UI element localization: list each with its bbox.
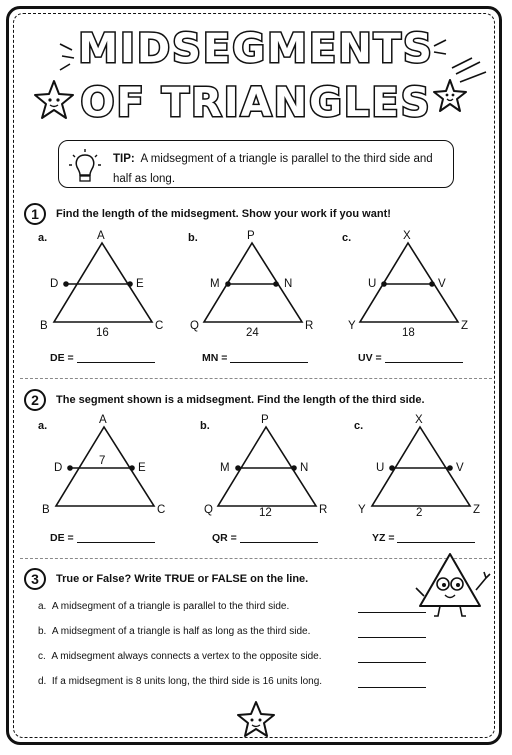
answer-blank[interactable] — [77, 542, 155, 543]
lightbulb-icon — [67, 147, 103, 185]
answer-blank[interactable] — [240, 542, 318, 543]
tf-statement-c: c. A midsegment always connects a vertex to the opposite side. — [38, 651, 322, 662]
midpoint-right-label: E — [136, 278, 144, 290]
shooting-star-icon — [428, 60, 490, 122]
midpoint-right-label: E — [138, 462, 146, 474]
sparkle-icon — [426, 36, 450, 66]
tf-statement-a: a. A midsegment of a triangle is parallel to the third side. — [38, 601, 290, 612]
s2-problem-c-letter: c. — [354, 420, 364, 432]
midpoint-left-label: D — [50, 278, 59, 290]
midpoint-left-label: D — [54, 462, 63, 474]
triangle-mascot-icon — [414, 550, 494, 620]
tf-answer-blank-c[interactable] — [358, 662, 426, 663]
s2-answer-a[interactable] — [50, 532, 155, 544]
vertex-bottom-left-label: Y — [358, 504, 366, 516]
worksheet-title-line1: MIDSEGMENTS — [78, 26, 434, 72]
vertex-bottom-right-label: C — [157, 504, 166, 516]
vertex-bottom-right-label: C — [155, 320, 164, 332]
tf-answer-blank-d[interactable] — [358, 687, 426, 688]
tip-box — [58, 140, 454, 188]
midsegment-length-label: 12 — [259, 507, 272, 519]
midpoint-left-label: U — [376, 462, 385, 474]
section-1-instruction: Find the length of the midsegment. Show your work if you want! — [56, 208, 391, 220]
s1-triangle-a — [38, 228, 168, 340]
tf-answer-blank-b[interactable] — [358, 637, 426, 638]
answer-label: DE = — [50, 532, 74, 544]
answer-label: DE = — [50, 352, 74, 364]
midsegment-length-label: 7 — [99, 455, 106, 467]
section-divider — [20, 378, 492, 379]
midpoint-right-label: N — [300, 462, 309, 474]
s2-triangle-c — [356, 412, 486, 524]
answer-blank[interactable] — [397, 542, 475, 543]
midpoint-left-label: M — [210, 278, 220, 290]
s1-problem-b-letter: b. — [188, 232, 198, 244]
vertex-bottom-right-label: R — [319, 504, 328, 516]
s2-problem-a-letter: a. — [38, 420, 48, 432]
midpoint-left-label: U — [368, 278, 377, 290]
s1-answer-b[interactable] — [202, 352, 308, 364]
s1-problem-a-letter: a. — [38, 232, 48, 244]
vertex-bottom-left-label: Y — [348, 320, 356, 332]
section-3-number: 3 — [24, 568, 46, 590]
answer-label: YZ = — [372, 532, 395, 544]
vertex-top-label: P — [247, 230, 255, 242]
tf-statement-d: d. If a midsegment is 8 units long, the third side is 16 units long. — [38, 676, 323, 687]
midsegment-length-label: 2 — [416, 507, 423, 519]
s2-triangle-b — [202, 412, 332, 524]
answer-blank[interactable] — [230, 362, 308, 363]
s1-answer-c[interactable] — [358, 352, 463, 364]
tip-text — [113, 149, 443, 189]
vertex-top-label: X — [415, 414, 423, 426]
vertex-top-label: X — [403, 230, 411, 242]
base-length-label: 16 — [96, 327, 109, 339]
tf-statement-b: b. A midsegment of a triangle is half as long as the third side. — [38, 626, 311, 637]
worksheet-title-line2: OF TRIANGLES — [80, 80, 432, 126]
vertex-bottom-left-label: Q — [190, 320, 199, 332]
vertex-bottom-left-label: B — [40, 320, 48, 332]
section-1-number: 1 — [24, 203, 46, 225]
midpoint-right-label: V — [438, 278, 446, 290]
section-2-number: 2 — [24, 389, 46, 411]
s1-problem-c-letter: c. — [342, 232, 352, 244]
vertex-top-label: A — [97, 230, 105, 242]
tip-body: A midsegment of a triangle is parallel to the third side and half as long. — [113, 153, 433, 185]
answer-blank[interactable] — [77, 362, 155, 363]
midpoint-right-label: N — [284, 278, 293, 290]
vertex-top-label: A — [99, 414, 107, 426]
s2-triangle-a — [40, 412, 170, 524]
vertex-bottom-left-label: Q — [204, 504, 213, 516]
vertex-bottom-left-label: B — [42, 504, 50, 516]
vertex-top-label: P — [261, 414, 269, 426]
vertex-bottom-right-label: Z — [473, 504, 481, 516]
answer-label: UV = — [358, 352, 382, 364]
sparkle-icon — [58, 40, 82, 80]
s2-answer-b[interactable] — [212, 532, 318, 544]
vertex-bottom-right-label: Z — [461, 320, 469, 332]
answer-blank[interactable] — [385, 362, 463, 363]
star-face-icon — [32, 78, 76, 122]
vertex-bottom-right-label: R — [305, 320, 314, 332]
s1-triangle-c — [344, 228, 474, 340]
s1-answer-a[interactable] — [50, 352, 155, 364]
answer-label: MN = — [202, 352, 228, 364]
s2-answer-c[interactable] — [372, 532, 475, 544]
midpoint-left-label: M — [220, 462, 230, 474]
base-length-label: 24 — [246, 327, 259, 339]
tip-label: TIP: — [113, 153, 135, 165]
s1-triangle-b — [188, 228, 318, 340]
star-face-icon — [236, 700, 276, 740]
section-3-instruction: True or False? Write TRUE or FALSE on the line. — [56, 573, 309, 585]
midpoint-right-label: V — [456, 462, 464, 474]
s2-problem-b-letter: b. — [200, 420, 210, 432]
section-2-instruction: The segment shown is a midsegment. Find the length of the third side. — [56, 394, 425, 406]
base-length-label: 18 — [402, 327, 415, 339]
answer-label: QR = — [212, 532, 237, 544]
